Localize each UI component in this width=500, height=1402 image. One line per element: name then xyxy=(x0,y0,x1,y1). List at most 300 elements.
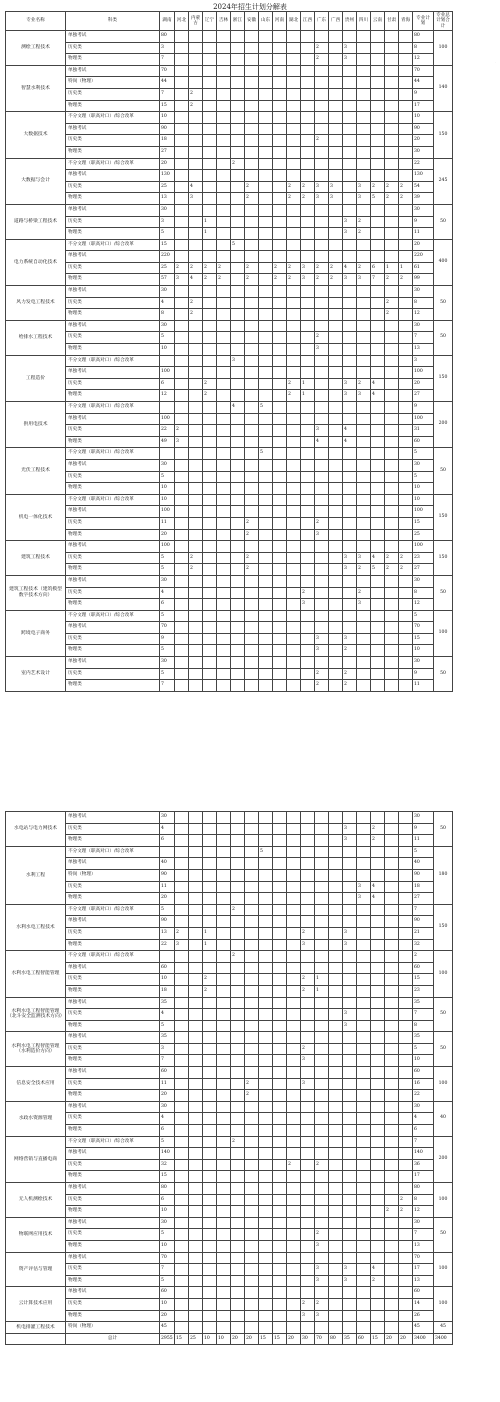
province-cell xyxy=(357,668,371,680)
province-cell xyxy=(217,1322,231,1334)
province-cell xyxy=(301,1020,315,1032)
province-cell xyxy=(231,1032,245,1044)
province-cell xyxy=(385,286,399,298)
column-header: 吉林 xyxy=(217,12,231,31)
plan-table-part-1 xyxy=(5,11,453,692)
province-cell xyxy=(329,985,343,997)
province-cell xyxy=(329,309,343,321)
province-cell xyxy=(245,286,259,298)
province-cell xyxy=(245,1322,259,1334)
province-cell xyxy=(189,587,203,599)
province-cell xyxy=(399,680,413,692)
province-cell xyxy=(399,1298,413,1310)
province-cell xyxy=(273,42,287,54)
province-cell xyxy=(259,355,273,367)
province-cell xyxy=(371,575,385,587)
province-cell: 2 xyxy=(231,904,245,916)
province-cell xyxy=(357,1298,371,1310)
province-cell xyxy=(203,54,217,66)
category-cell: 单独考试 xyxy=(66,286,160,298)
province-cell: 10 xyxy=(160,483,175,495)
province-cell: 2 xyxy=(399,564,413,576)
major-plan-cell: 100 xyxy=(413,541,434,553)
province-cell: 2 xyxy=(385,552,399,564)
table-row xyxy=(6,916,453,928)
province-cell xyxy=(189,1101,203,1113)
province-cell xyxy=(203,146,217,158)
province-cell xyxy=(329,436,343,448)
major-plan-cell: 90 xyxy=(413,123,434,135)
major-plan-cell: 12 xyxy=(413,599,434,611)
province-cell xyxy=(203,1322,217,1334)
province-cell xyxy=(273,344,287,356)
province-cell xyxy=(287,309,301,321)
province-cell xyxy=(399,1275,413,1287)
province-cell xyxy=(371,622,385,634)
table-row xyxy=(6,645,453,657)
province-cell xyxy=(385,1287,399,1299)
province-cell xyxy=(175,1322,189,1334)
province-cell xyxy=(189,599,203,611)
major-total-cell: 400 xyxy=(434,239,453,285)
total-cell: 20 xyxy=(287,1333,301,1345)
province-cell: 2 xyxy=(189,309,203,321)
province-cell xyxy=(273,823,287,835)
province-cell xyxy=(287,54,301,66)
major-plan-cell: 27 xyxy=(413,893,434,905)
province-cell xyxy=(385,42,399,54)
table-row xyxy=(6,1183,453,1195)
province-cell: 4 xyxy=(343,425,357,437)
table-row xyxy=(6,1229,453,1241)
province-cell: 2 xyxy=(203,274,217,286)
category-cell: 物理类 xyxy=(66,344,160,356)
province-cell xyxy=(189,448,203,460)
province-cell xyxy=(371,88,385,100)
province-cell xyxy=(245,228,259,240)
category-cell: 历史类 xyxy=(66,517,160,529)
province-cell: 3 xyxy=(160,1043,175,1055)
table-row xyxy=(6,517,453,529)
province-cell xyxy=(245,1101,259,1113)
province-cell xyxy=(385,951,399,963)
province-cell xyxy=(203,893,217,905)
province-cell xyxy=(329,1229,343,1241)
province-cell xyxy=(175,193,189,205)
province-cell xyxy=(385,541,399,553)
province-cell xyxy=(217,355,231,367)
province-cell xyxy=(160,402,175,414)
province-cell: 2 xyxy=(175,425,189,437)
major-name: 跨境电子商务 xyxy=(6,610,66,656)
province-cell: 5 xyxy=(259,846,273,858)
province-cell xyxy=(175,170,189,182)
major-plan-cell: 45 xyxy=(413,1322,434,1334)
province-cell xyxy=(245,1043,259,1055)
province-cell: 3 xyxy=(301,262,315,274)
province-cell xyxy=(371,31,385,43)
province-cell xyxy=(287,657,301,669)
province-cell xyxy=(371,1078,385,1090)
province-cell xyxy=(287,204,301,216)
province-cell xyxy=(371,65,385,77)
province-cell xyxy=(371,869,385,881)
province-cell xyxy=(287,564,301,576)
province-cell xyxy=(343,286,357,298)
province-cell xyxy=(231,587,245,599)
province-cell xyxy=(203,517,217,529)
province-cell xyxy=(273,506,287,518)
province-cell xyxy=(343,622,357,634)
province-cell xyxy=(357,100,371,112)
total-cell: 10 xyxy=(217,1333,231,1345)
province-cell xyxy=(259,951,273,963)
province-cell: 90 xyxy=(160,869,175,881)
province-cell xyxy=(203,1217,217,1229)
province-cell xyxy=(329,622,343,634)
province-cell xyxy=(287,916,301,928)
major-plan-cell: 35 xyxy=(413,1032,434,1044)
province-cell xyxy=(231,1217,245,1229)
major-total-cell: 50 xyxy=(434,812,453,847)
province-cell xyxy=(329,239,343,251)
province-cell xyxy=(343,1148,357,1160)
category-cell: 单独考试 xyxy=(66,413,160,425)
major-plan-cell: 7 xyxy=(413,1136,434,1148)
province-cell xyxy=(217,320,231,332)
major-plan-cell: 90 xyxy=(413,916,434,928)
province-cell: 6 xyxy=(160,599,175,611)
province-cell: 10 xyxy=(160,1206,175,1218)
province-cell xyxy=(203,123,217,135)
province-cell xyxy=(245,974,259,986)
table-row xyxy=(6,483,453,495)
province-cell xyxy=(371,1090,385,1102)
province-cell xyxy=(175,158,189,170)
province-cell xyxy=(287,1287,301,1299)
province-cell xyxy=(287,332,301,344)
province-cell xyxy=(175,1298,189,1310)
province-cell xyxy=(175,181,189,193)
province-cell xyxy=(203,564,217,576)
province-cell xyxy=(385,1067,399,1079)
province-cell: 3 xyxy=(231,355,245,367)
province-cell xyxy=(329,158,343,170)
province-cell xyxy=(315,916,329,928)
province-cell xyxy=(203,1067,217,1079)
province-cell xyxy=(175,471,189,483)
province-cell xyxy=(259,1090,273,1102)
province-cell xyxy=(399,1113,413,1125)
province-cell xyxy=(203,1009,217,1021)
province-cell xyxy=(217,904,231,916)
province-cell xyxy=(189,77,203,89)
province-cell xyxy=(259,881,273,893)
province-cell: 2 xyxy=(203,262,217,274)
province-cell xyxy=(245,1183,259,1195)
category-cell: 单独考试 xyxy=(66,997,160,1009)
province-cell: 2 xyxy=(399,274,413,286)
province-cell xyxy=(399,158,413,170)
province-cell xyxy=(259,88,273,100)
province-cell xyxy=(357,1171,371,1183)
province-cell xyxy=(217,1113,231,1125)
province-cell xyxy=(287,1298,301,1310)
province-cell xyxy=(273,622,287,634)
province-cell xyxy=(371,1032,385,1044)
province-cell xyxy=(245,869,259,881)
category-cell: 特岗（物理） xyxy=(66,869,160,881)
province-cell xyxy=(315,390,329,402)
province-cell xyxy=(175,1310,189,1322)
province-cell xyxy=(203,680,217,692)
province-cell: 2 xyxy=(273,262,287,274)
major-total-cell: 100 xyxy=(434,31,453,66)
total-cell: 80 xyxy=(329,1333,343,1345)
province-cell xyxy=(203,506,217,518)
province-cell xyxy=(217,927,231,939)
province-cell xyxy=(245,1287,259,1299)
province-cell xyxy=(203,645,217,657)
province-cell xyxy=(329,927,343,939)
province-cell: 5 xyxy=(160,1020,175,1032)
province-cell xyxy=(175,286,189,298)
province-cell xyxy=(273,916,287,928)
province-cell xyxy=(287,77,301,89)
province-cell xyxy=(385,1113,399,1125)
province-cell xyxy=(343,1032,357,1044)
province-cell xyxy=(357,622,371,634)
province-cell: 6 xyxy=(371,262,385,274)
major-plan-cell: 9 xyxy=(413,668,434,680)
province-cell: 3 xyxy=(357,893,371,905)
province-cell xyxy=(287,552,301,564)
province-cell xyxy=(175,1136,189,1148)
province-cell: 3 xyxy=(315,1264,329,1276)
province-cell xyxy=(385,610,399,622)
province-cell xyxy=(343,448,357,460)
province-cell xyxy=(203,1275,217,1287)
province-cell xyxy=(175,344,189,356)
province-cell: 4 xyxy=(160,1113,175,1125)
category-cell: 物理类 xyxy=(66,1020,160,1032)
province-cell xyxy=(245,835,259,847)
province-cell xyxy=(189,1275,203,1287)
province-cell xyxy=(399,448,413,460)
province-cell xyxy=(175,204,189,216)
province-cell xyxy=(245,939,259,951)
major-name: 信息安全技术应用 xyxy=(6,1067,66,1102)
province-cell xyxy=(273,974,287,986)
province-cell xyxy=(385,599,399,611)
province-cell xyxy=(245,823,259,835)
province-cell xyxy=(329,1032,343,1044)
table-row xyxy=(6,390,453,402)
province-cell: 2 xyxy=(245,262,259,274)
province-cell: 2 xyxy=(175,262,189,274)
province-cell xyxy=(385,170,399,182)
province-cell xyxy=(315,204,329,216)
province-cell xyxy=(287,135,301,147)
province-cell xyxy=(357,1275,371,1287)
major-plan-cell: 11 xyxy=(413,835,434,847)
province-cell xyxy=(217,42,231,54)
province-cell xyxy=(357,1183,371,1195)
province-cell xyxy=(203,88,217,100)
province-cell xyxy=(259,135,273,147)
province-cell xyxy=(273,54,287,66)
province-cell xyxy=(399,1090,413,1102)
table-row xyxy=(6,494,453,506)
province-cell xyxy=(245,1125,259,1137)
province-cell xyxy=(343,974,357,986)
province-cell xyxy=(357,170,371,182)
province-cell xyxy=(245,1159,259,1171)
table-row xyxy=(6,1067,453,1079)
province-cell xyxy=(371,916,385,928)
province-cell xyxy=(245,332,259,344)
province-cell: 5 xyxy=(371,193,385,205)
province-cell xyxy=(399,1310,413,1322)
province-cell: 2 xyxy=(357,564,371,576)
province-cell xyxy=(357,1020,371,1032)
province-cell xyxy=(189,1171,203,1183)
province-cell xyxy=(371,309,385,321)
province-cell xyxy=(385,1183,399,1195)
province-cell: 2 xyxy=(385,181,399,193)
province-cell xyxy=(371,344,385,356)
province-cell: 5 xyxy=(160,904,175,916)
province-cell xyxy=(175,552,189,564)
province-cell: 4 xyxy=(160,823,175,835)
province-cell xyxy=(385,962,399,974)
major-name: 工程造价 xyxy=(6,355,66,401)
province-cell xyxy=(343,985,357,997)
major-name: 测绘工程技术 xyxy=(6,31,66,66)
column-header: 专业总计划合计 xyxy=(434,12,453,31)
province-cell xyxy=(217,459,231,471)
column-header: 安徽 xyxy=(245,12,259,31)
province-cell xyxy=(371,297,385,309)
province-cell xyxy=(175,1148,189,1160)
province-cell xyxy=(287,1078,301,1090)
province-cell: 45 xyxy=(160,1322,175,1334)
province-cell xyxy=(399,42,413,54)
province-cell xyxy=(329,916,343,928)
province-cell xyxy=(399,904,413,916)
province-cell xyxy=(231,112,245,124)
province-cell xyxy=(259,239,273,251)
province-cell xyxy=(217,65,231,77)
province-cell xyxy=(287,1240,301,1252)
province-cell xyxy=(301,239,315,251)
province-cell xyxy=(273,123,287,135)
province-cell xyxy=(371,812,385,824)
province-cell xyxy=(217,216,231,228)
province-cell xyxy=(301,904,315,916)
province-cell xyxy=(371,599,385,611)
province-cell xyxy=(329,344,343,356)
province-cell: 2 xyxy=(203,974,217,986)
province-cell: 7 xyxy=(160,1055,175,1067)
total-cell: 20 xyxy=(399,1333,413,1345)
province-cell xyxy=(203,668,217,680)
province-cell xyxy=(231,297,245,309)
province-cell xyxy=(203,425,217,437)
province-cell: 30 xyxy=(160,1101,175,1113)
category-cell: 单独考试 xyxy=(66,1183,160,1195)
province-cell xyxy=(371,1310,385,1322)
province-cell xyxy=(399,1229,413,1241)
province-cell xyxy=(189,812,203,824)
major-total-cell: 50 xyxy=(434,1217,453,1252)
province-cell xyxy=(273,1043,287,1055)
province-cell xyxy=(371,1113,385,1125)
table-row xyxy=(6,216,453,228)
province-cell xyxy=(329,680,343,692)
province-cell xyxy=(287,517,301,529)
province-cell xyxy=(217,88,231,100)
province-cell xyxy=(385,916,399,928)
column-header: 广西 xyxy=(329,12,343,31)
province-cell xyxy=(301,869,315,881)
province-cell xyxy=(329,204,343,216)
province-cell xyxy=(203,962,217,974)
province-cell xyxy=(399,575,413,587)
major-plan-cell: 14 xyxy=(413,1298,434,1310)
province-cell xyxy=(315,355,329,367)
province-cell xyxy=(175,135,189,147)
province-cell xyxy=(259,158,273,170)
province-cell xyxy=(203,1171,217,1183)
category-cell: 不分文理（职高对口）/综合改革 xyxy=(66,904,160,916)
province-cell xyxy=(343,413,357,425)
province-cell xyxy=(385,657,399,669)
province-cell xyxy=(231,1206,245,1218)
province-cell xyxy=(231,367,245,379)
province-cell xyxy=(357,239,371,251)
major-plan-cell: 60 xyxy=(413,1287,434,1299)
province-cell: 4 xyxy=(371,390,385,402)
province-cell xyxy=(399,77,413,89)
province-cell xyxy=(399,1159,413,1171)
province-cell xyxy=(245,146,259,158)
province-cell xyxy=(203,1229,217,1241)
major-plan-cell: 60 xyxy=(413,436,434,448)
province-cell xyxy=(301,858,315,870)
province-cell xyxy=(385,823,399,835)
province-cell xyxy=(231,378,245,390)
province-cell: 8 xyxy=(160,309,175,321)
province-cell xyxy=(189,1206,203,1218)
province-cell: 30 xyxy=(160,320,175,332)
table-row xyxy=(6,471,453,483)
province-cell xyxy=(203,344,217,356)
total-cell: 25 xyxy=(189,1333,203,1345)
province-cell xyxy=(357,54,371,66)
province-cell xyxy=(343,1159,357,1171)
province-cell xyxy=(301,286,315,298)
province-cell xyxy=(189,425,203,437)
province-cell xyxy=(315,216,329,228)
province-cell xyxy=(315,286,329,298)
table-row xyxy=(6,239,453,251)
province-cell xyxy=(203,332,217,344)
province-cell xyxy=(203,575,217,587)
province-cell: 2 xyxy=(357,262,371,274)
province-cell xyxy=(301,309,315,321)
province-cell xyxy=(273,367,287,379)
